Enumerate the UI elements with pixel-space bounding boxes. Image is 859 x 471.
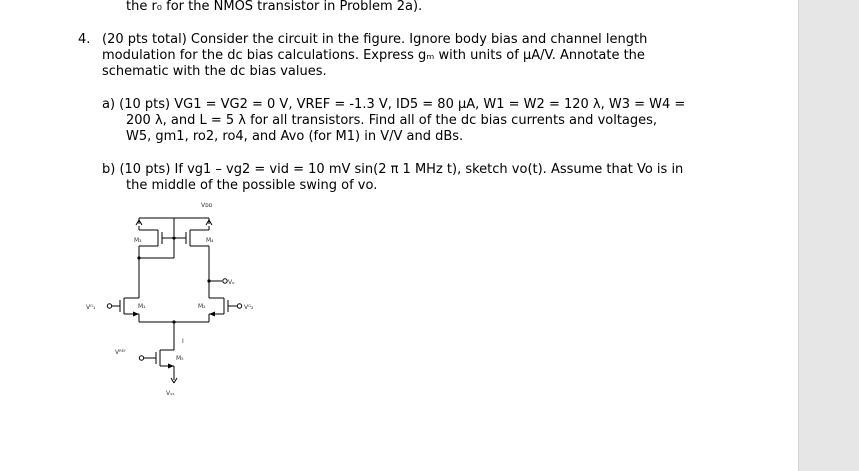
problem-number: 4. [78,32,91,47]
viewer-side-margin [798,0,859,471]
part-a-line-3: W5, gm1, ro2, ro4, and Avo (for M1) in V/V and dBs. [126,129,464,144]
label-m3: M₃ [134,237,142,244]
part-a-line-1: a) (10 pts) VG1 = VG2 = 0 V, VREF = -1.3 V, ID5 = 80 μA, W1 = W2 = 120 λ, W3 = W4 = [102,97,686,112]
label-m2: M₂ [198,303,206,310]
label-vg1: Vᴳ₁ [86,304,96,311]
label-vss: Vₛₛ [166,390,175,397]
label-m5: M₅ [176,355,184,362]
circuit-schematic [82,198,272,398]
problem-text-line-2: modulation for the dc bias calculations. Express gₘ with units of μA/V. Annotate the [102,48,645,63]
part-b-line-2: the middle of the possible swing of vo. [126,178,378,193]
part-b-line-1: b) (10 pts) If vg1 – vg2 = vid = 10 mV sin(2 π 1 MHz t), sketch vo(t). Assume that Vo is in [102,162,684,177]
intro-line: the r₀ for the NMOS transistor in Problem 2a). [126,0,423,14]
problem-text-line-3: schematic with the dc bias values. [102,64,327,79]
label-vo: Vₒ [228,279,235,286]
label-vg2: Vᴳ₂ [244,304,254,311]
label-current-i: I [182,338,184,345]
label-vdd: Vᴅᴅ [201,202,213,209]
problem-text-line-1: (20 pts total) Consider the circuit in the figure. Ignore body bias and channel length [102,32,648,47]
part-a-line-2: 200 λ, and L = 5 λ for all transistors. Find all of the dc bias currents and voltages, [126,113,658,128]
label-vref: Vᴿᴱᶠ [115,349,126,356]
label-m4: M₄ [206,237,214,244]
label-m1: M₁ [138,303,146,310]
